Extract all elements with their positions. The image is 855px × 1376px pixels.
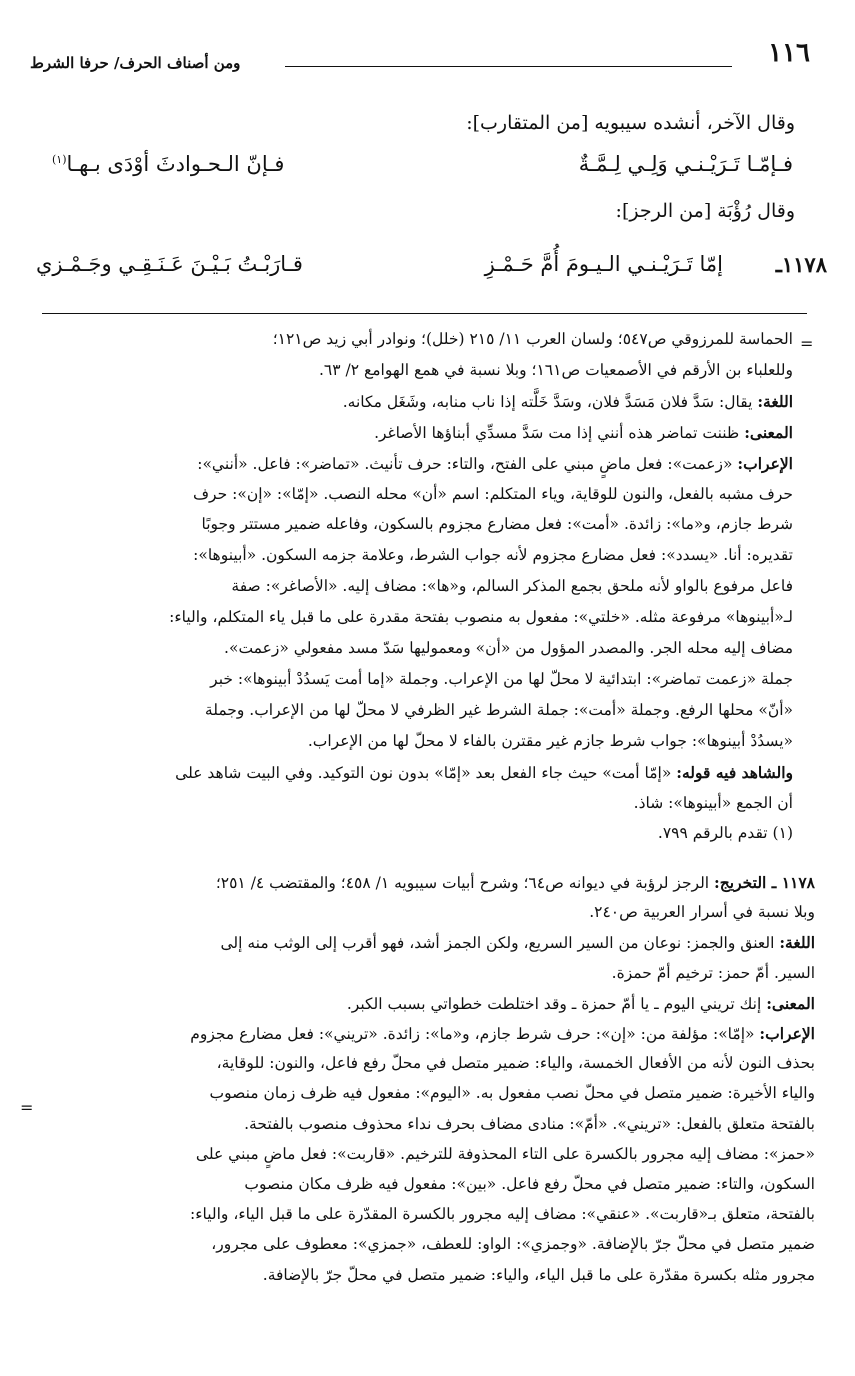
footnote-line <box>343 392 793 411</box>
footnote-line <box>347 994 815 1013</box>
footnote-line <box>224 639 793 657</box>
footnote-text: «يسدُدْ أبينوها»: جواب شرط جازم غير مقترن بالفاء لا محلّ لها من الإعراب. <box>307 731 793 750</box>
footnote-marker: (١) <box>52 153 67 166</box>
footnote-text: أن الجمع «أبينوها»: شاذ. <box>633 793 793 812</box>
footnote-label: ١١٧٨ ـ التخريج: <box>714 873 815 892</box>
chapter-title: ومن أصناف الحرف/ حرفا الشرط <box>30 54 241 72</box>
footnote-text: بحذف النون لأنه من الأفعال الخمسة، والياء: ضمير متصل في محلّ رفع فاعل، والنون: للوقاية، <box>216 1054 815 1073</box>
verse-2-first-hemistich: إمّا تَـرَيْـنـي الـيـومَ أُمَّ حَـمْـزِ <box>484 252 723 276</box>
footnote-text: تقديره: أنا. «يسدد»: فعل مضارع مجزوم لأنه جواب الشرط، وعلامة جزمه السكون. «أبينوها»: <box>193 546 793 565</box>
footnote-line <box>374 423 793 442</box>
footnote-text: مجرور مثله بكسرة مقدّرة على ما قبل الياء، والياء: ضمير متصل في محلّ جرّ بالإضافة. <box>262 1265 815 1284</box>
verse-2-second-hemistich: قـارَبْـتُ بَـيْـنَ عَـنَـقِـي وجَـمْـزي <box>36 252 303 276</box>
footnote-text: جملة «زعمت تماضر»: ابتدائية لا محلّ لها من الإعراب. وجملة «إما أمت يَسدُدْ أبينوها»: خبر <box>210 669 793 688</box>
footnote-line <box>190 1024 815 1043</box>
verse-intro-2: وقال رُؤْبَة [من الرجز]: <box>615 200 795 222</box>
footnote-text: «حمز»: مضاف إليه مجرور بالكسرة على التاء المحذوفة للترخيم. «قاربت»: فعل ماضٍ مبني على <box>195 1144 815 1163</box>
footnote-label: اللغة: <box>779 933 815 953</box>
footnote-text: إنك تريني اليوم ـ يا أمّ حمزة ـ وقد اختلطت خطواتي بسبب الكبر. <box>346 994 767 1013</box>
verse-2-number: ١١٧٨ـ <box>775 252 827 277</box>
footnote-text: السير. أمّ حمز: ترخيم أمّ حمزة. <box>611 963 815 982</box>
footnote-line <box>169 608 793 626</box>
footnote-text: وللعلباء بن الأرقم في الأصمعيات ص١٦١؛ وبلا نسبة في همع الهوامع ٢/ ٦٣. <box>318 360 793 379</box>
footnote-line <box>263 1266 815 1284</box>
footnote-text: «زعمت»: فعل ماضٍ مبني على الفتح، والتاء: حرف تأنيث. «تماضر»: فاعل. «أنني»: <box>197 454 738 473</box>
footnote-text: السكون، والتاء: ضمير متصل في محلّ رفع فاعل. «بين»: مفعول فيه ظرف مكان منصوب <box>244 1175 815 1193</box>
footnote-text: يقال: سَدَّ فلان مَسَدَّ فلان، وسَدَّ خَلَّته إذا ناب منابه، وشَغَل مكانه. <box>342 392 758 411</box>
footnote-text: بالفتحة متعلق بالفعل: «تريني». «أمّ»: منادى مضاف بحرف نداء محذوف منصوب بالفتحة. <box>244 1114 815 1133</box>
continued-mark-top: = <box>800 334 814 353</box>
footnote-text: «أنّ» محلها الرفع. وجملة «أمت»: جملة الشرط غير الظرفي لا محلّ لها من الإعراب. وجملة <box>204 700 793 719</box>
footnote-line <box>217 1054 815 1072</box>
footnote-line <box>319 361 793 379</box>
footnote-line <box>193 485 793 503</box>
footnote-label: اللغة: <box>757 391 793 411</box>
footnote-text: العنق والجمز: نوعان من السير السريع، ولكن الجمز أشد، فهو أقرب إلى الوثب منه إلى <box>220 934 780 953</box>
running-header <box>30 38 810 78</box>
footnote-text: بالفتحة، متعلق بـ«قاربت». «عنقي»: مضاف إليه مجرور بالكسرة المقدّرة على ما قبل الياء، والياء: <box>189 1205 815 1224</box>
footnote-line <box>244 1115 815 1133</box>
footnote-text: حرف مشبه بالفعل، والنون للوقاية، وياء المتكلم: اسم «أن» محله النصب. «إمّا»: «إن»: حرف <box>192 484 793 503</box>
footnote-text: «إمّا أمت» حيث جاء الفعل بعد «إمّا» بدون نون التوكيد. وفي البيت شاهد على <box>175 763 677 782</box>
footnote-line <box>210 670 793 688</box>
footnote-text: لـ«أبينوها» مرفوعة مثله. «خلتي»: مفعول به منصوب بفتحة مقدرة على ما قبل ياء المتكلم، والياء: <box>169 608 793 627</box>
footnote-line <box>197 454 793 473</box>
footnote-rule <box>42 313 807 314</box>
footnote-line <box>589 903 815 921</box>
footnote-text: وبلا نسبة في أسرار العربية ص٢٤٠. <box>589 903 815 922</box>
footnote-label: المعنى: <box>744 422 793 442</box>
footnote-line <box>210 1084 815 1102</box>
footnote-text: الحماسة للمرزوقي ص٥٤٧؛ ولسان العرب ١١/ ٢١٥ (خلل)؛ ونوادر أبي زيد ص١٢١؛ <box>272 330 793 348</box>
footnote-line <box>658 824 793 842</box>
footnote-text: والياء الأخيرة: ضمير متصل في محلّ نصب مفعول به. «اليوم»: مفعول فيه ظرف زمان منصوب <box>209 1084 815 1103</box>
header-rule <box>285 66 732 67</box>
footnote-label: والشاهد فيه قوله: <box>676 762 793 782</box>
footnote-text: الرجز لرؤبة في ديوانه ص٦٤؛ وشرح أبيات سيبويه ١/ ٤٥٨؛ والمقتضب ٤/ ٢٥١؛ <box>215 874 715 892</box>
footnote-line <box>634 794 793 812</box>
footnote-line <box>612 964 815 982</box>
footnote-line <box>193 546 793 564</box>
footnote-label: المعنى: <box>766 993 815 1013</box>
footnote-text: (١) تقدم بالرقم ٧٩٩. <box>657 824 793 843</box>
footnote-text: مضاف إليه محله الجر. والمصدر المؤول من «أن» ومعموليها سَدّ مسد مفعولي «زعمت». <box>224 639 793 657</box>
footnote-text: فاعل مرفوع بالواو لأنه ملحق بجمع المذكر السالم، و«ها»: مضاف إليه. «الأصاغر»: صفة <box>231 577 793 596</box>
verse-intro-1: وقال الآخر، أنشده سيبويه [من المتقارب]: <box>466 112 795 134</box>
footnote-label: الإعراب: <box>759 1024 815 1043</box>
footnote-text: ضمير متصل في محلّ جرّ بالإضافة. «وجمزي»: الواو: للعطف، «جمزي»: معطوف على مجرور، <box>211 1235 815 1254</box>
footnote-line <box>211 1235 815 1253</box>
footnote-line <box>244 1175 815 1193</box>
verse-1-first-hemistich: فـإمّـا تَـرَيْـنـي وَلِـي لِـمَّـةٌ <box>578 152 793 176</box>
footnote-line <box>190 1205 815 1223</box>
footnote-line <box>220 933 815 952</box>
footnote-label: الإعراب: <box>737 453 793 473</box>
footnote-text: «إمّا»: مؤلفة من: «إن»: حرف شرط جازم، و«ما»: زائدة. «تريني»: فعل مضارع مجزوم <box>190 1025 760 1043</box>
verse-1-second-hemistich: فـإنّ الـحـوادثَ أوْدَى بـهـا$^{(١)}$ <box>52 152 285 176</box>
footnote-line <box>308 732 793 750</box>
footnote-line <box>175 763 793 782</box>
continued-mark-bottom: = <box>20 1098 34 1117</box>
footnote-line <box>205 701 793 719</box>
footnote-line <box>231 577 793 595</box>
footnote-text: شرط جازم، و«ما»: زائدة. «أمت»: فعل مضارع مجزوم بالسكون، وفاعله ضمير مستتر وجوبًا <box>201 515 793 534</box>
footnote-text: ظننت تماضر هذه أنني إذا مت سَدَّ مسدِّي أبناؤها الأصاغر. <box>374 423 745 442</box>
page-number: ١١٦ <box>768 38 810 68</box>
footnote-line <box>196 1145 815 1163</box>
footnote-line <box>201 515 793 533</box>
footnote-line <box>273 330 793 348</box>
footnote-line <box>216 873 815 892</box>
